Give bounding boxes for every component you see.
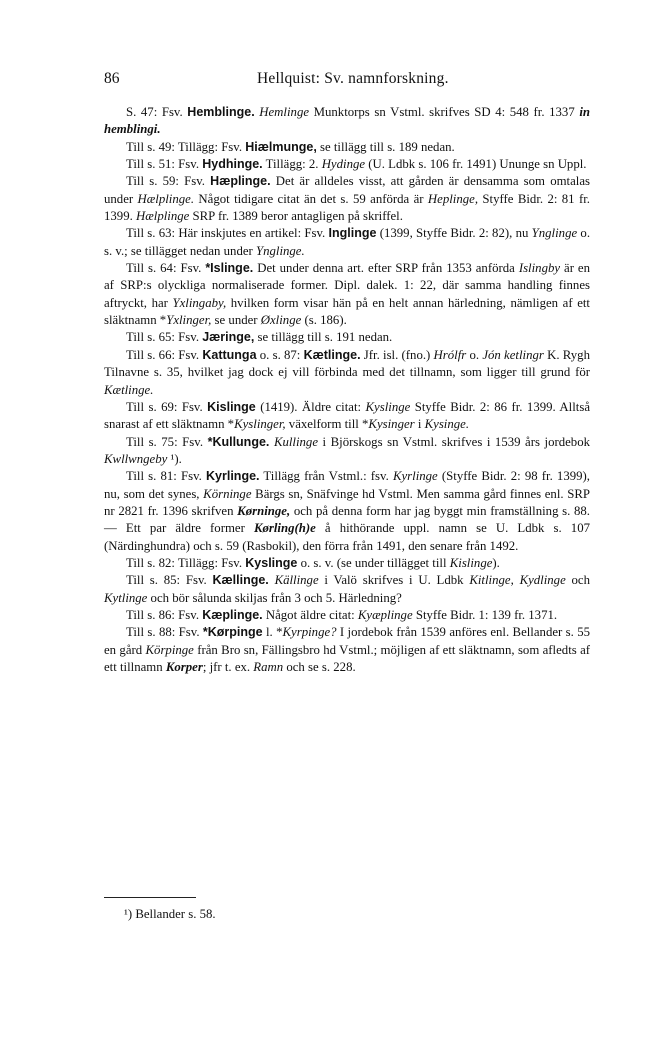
text-run: och (565, 573, 591, 588)
text-run: Kitlinge, (469, 573, 514, 588)
text-run: o. s. 87: (256, 347, 304, 362)
text-run: Kysinger (368, 417, 415, 432)
paragraph (104, 139, 590, 156)
headword: *Kullunge. (207, 434, 270, 449)
text-run: Hydinge (321, 157, 366, 172)
text-run: ¹). (167, 451, 182, 466)
text-run: i Valö skrifves i U. Ldbk (318, 573, 470, 588)
text-run: Körninge (203, 486, 252, 501)
page-number: 86 (104, 70, 120, 87)
text-run: Yxlingaby, (172, 295, 227, 310)
text-run: Ramn (253, 660, 284, 674)
running-title: Hellquist: Sv. namnforskning. (257, 70, 449, 87)
text-run: Det är alldeles visst, att gården är densamma som omtalas under (104, 174, 590, 206)
paragraph (104, 260, 590, 329)
text-run: Till s. 66: Fsv. (126, 347, 203, 362)
text-run: Ynglinge (531, 226, 578, 241)
headword: *Islinge. (205, 261, 254, 276)
footnote-divider (104, 897, 196, 898)
text-run: Jfr. isl. (fno.) (360, 347, 434, 362)
text-run: Kydlinge (519, 573, 566, 588)
text-run: se tillägg till s. 191 nedan. (254, 330, 393, 345)
paragraph (104, 468, 590, 555)
text-run: (1399, Styffe Bidr. 2: 82), nu (376, 226, 532, 241)
text-run: Hælplinge (136, 209, 190, 224)
text-run: Körpinge (145, 642, 194, 657)
text-run: SRP fr. 1389 beror antagligen på skriffel. (189, 209, 403, 224)
text-run: Kyrlinge (392, 469, 438, 484)
text-run: se tillägg till s. 189 nedan. (316, 139, 455, 154)
text-run: Till s. 65: Fsv. (126, 330, 203, 345)
paragraph (104, 156, 590, 173)
text-run: är en af SRP:s olyckliga normaliserade former. Dipl. dalek. 1: 22, där samma handling finnes aftryckt, har (104, 261, 591, 310)
headword: *Kørpinge (202, 625, 263, 640)
headword: Kislinge (207, 399, 256, 414)
paragraph (104, 173, 590, 225)
text-run: från Bro sn, Fällingsbro hd Vstml.; möjligen af ett släktnamn, som afledts af ett tillnamn (104, 642, 591, 674)
text-run: Det under denna art. efter SRP från 1353 anförda (253, 261, 519, 276)
text-run: o. s. v.; se tillägget nedan under (104, 226, 591, 258)
text-run: Till s. 75: Fsv. (126, 434, 208, 449)
footnote-marker: ¹) (124, 907, 133, 921)
text-run: Kyslinger, (234, 417, 286, 432)
paragraph (104, 399, 590, 434)
text-run: å hithörande uppl. namn se U. Ldbk s. 107 (Närdinghundra) och s. 59 (Rasbokil), den förra från 1491, den senare från 1492. (104, 521, 590, 553)
text-run: Kysinge. (424, 417, 470, 432)
text-run: Till s. 49: Tillägg: Fsv. (126, 139, 246, 154)
text-run: i Björskogs sn Vstml. skrifves i 1539 års jordebok (318, 434, 591, 449)
headword: Kattunga (202, 347, 257, 362)
text-run: Till s. 69: Fsv. (126, 399, 208, 414)
text-run: in hemblingi. (104, 105, 590, 137)
text-run: K. Rygh Tilnavne s. 35, hvilket jag dock ej vill förbinda med det tillnamn, som ligger till grund för (104, 347, 590, 380)
headword: Inglinge (328, 226, 377, 241)
text-run: ). (492, 555, 500, 570)
text-run: Yxlinger, (166, 313, 212, 328)
text-run: (U. Ldbk s. 106 fr. 1491) Ununge sn Uppl. (365, 157, 587, 172)
text-run: Till s. 81: Fsv. (126, 469, 207, 484)
text-run: o. s. v. (se under tillägget till (297, 555, 450, 570)
text-run: Något äldre citat: (262, 607, 358, 622)
text-run: Korper (165, 660, 203, 674)
text-run: och bör sålunda skiljas från 3 och 5. Härledning? (147, 590, 402, 605)
text-run: Jón ketlingr (482, 347, 544, 362)
text-run: Kyæplinge (357, 607, 413, 622)
text-run: I jordebok från 1539 anföres enl. Bellander s. 55 en gård (104, 625, 590, 657)
text-run: Hrólfr (433, 347, 467, 362)
text-run: Styffe Bidr. 2: 86 fr. 1399. Alltså snarast af ett släktnamn * (104, 399, 590, 432)
headword: Kyrlinge. (206, 469, 260, 484)
text-run: (1419). Äldre citat: (255, 399, 366, 414)
text-run: Styffe Bidr. 1: 139 fr. 1371. (412, 607, 558, 622)
text-run: Islingby (518, 261, 561, 276)
text-run: Till s. 59: Fsv. (126, 174, 211, 189)
paragraph (104, 104, 590, 139)
text-run: Kwllwngeby (104, 451, 168, 466)
text-run: Tillägg: 2. (262, 157, 322, 172)
text-run: (s. 186). (301, 313, 347, 328)
text-run: Till s. 51: Fsv. (126, 157, 203, 172)
text-run: Kytlinge (104, 590, 148, 605)
paragraph (104, 434, 590, 469)
text-run: Kørninge, (237, 503, 291, 518)
text-run: ; jfr t. ex. (202, 660, 254, 674)
paragraph (104, 607, 590, 624)
text-run: Hælplinge. (137, 191, 195, 206)
text-run: S. 47: Fsv. (126, 105, 188, 119)
paragraph (104, 555, 590, 572)
body-text (104, 104, 590, 676)
text-run: Kørling(h)e (253, 521, 316, 536)
text-run: Heplinge, (427, 191, 479, 206)
text-run: Till s. 85: Fsv. (126, 573, 213, 588)
headword: Hiælmunge, (245, 139, 317, 154)
paragraph (104, 347, 590, 399)
text-run: Tillägg från Vstml.: fsv. (259, 469, 393, 484)
paragraph (104, 225, 590, 260)
headword: Jæringe, (202, 330, 255, 345)
text-run: Munktorps sn Vstml. skrifves SD 4: 548 fr. 1337 (309, 105, 580, 119)
text-run: Ynglinge. (255, 243, 305, 258)
text-run: växelform till * (285, 417, 369, 432)
headword: Kyslinge (245, 555, 298, 570)
text-run: Kullinge (273, 434, 319, 449)
text-run: Styffe Bidr. 2: 81 fr. 1399. (104, 191, 590, 224)
paragraph (104, 624, 590, 676)
text-run: Kislinge (449, 555, 493, 570)
text-run: i (414, 417, 425, 432)
text-run: o. (466, 347, 483, 362)
text-run: l. * (262, 625, 283, 640)
footnote (124, 907, 216, 922)
text-run: Øxlinge (260, 313, 302, 328)
text-run: (Styffe Bidr. 2: 98 fr. 1399), nu, som det synes, (104, 469, 590, 501)
text-run: Kyslinge (365, 399, 411, 414)
paragraph (104, 572, 590, 607)
text-run: Hemlinge (259, 105, 310, 119)
text-run: Till s. 63: Här inskjutes en artikel: Fsv. (126, 226, 329, 241)
text-run: och se s. 228. (283, 660, 356, 674)
text-run: Till s. 82: Tillägg: Fsv. (126, 555, 246, 570)
text-run: Bärgs sn, Snäfvinge hd Vstml. Men samma gård finnes enl. SRP nr 2821 fr. 1396 skrifven (104, 486, 590, 518)
running-header (0, 70, 664, 92)
paragraph (104, 329, 590, 346)
text-run: se under (211, 313, 261, 328)
text-run: Kyrpinge? (282, 625, 337, 640)
headword: Hydhinge. (202, 157, 263, 172)
text-run: Till s. 88: Fsv. (126, 625, 203, 640)
text-run: Källinge (274, 573, 319, 588)
text-run: Till s. 86: Fsv. (126, 607, 203, 622)
headword: Kællinge. (212, 573, 269, 588)
text-run: Till s. 64: Fsv. (126, 261, 206, 276)
headword: Kæplinge. (202, 607, 263, 622)
headword: Kætlinge. (303, 347, 361, 362)
text-run: och på denna form har jag byggt min framställning s. 88. — Ett par äldre former (104, 503, 590, 536)
text-run: Kætlinge. (104, 382, 154, 397)
headword: Hemblinge. (187, 105, 255, 119)
headword: Hæplinge. (210, 174, 271, 189)
footnote-text: Bellander s. 58. (135, 907, 216, 921)
text-run: Något tidigare citat än det s. 59 anförda är (194, 191, 428, 206)
text-run: hvilken form visar hän på en helt annan härledning, nämligen af ett släktnamn * (104, 295, 590, 328)
